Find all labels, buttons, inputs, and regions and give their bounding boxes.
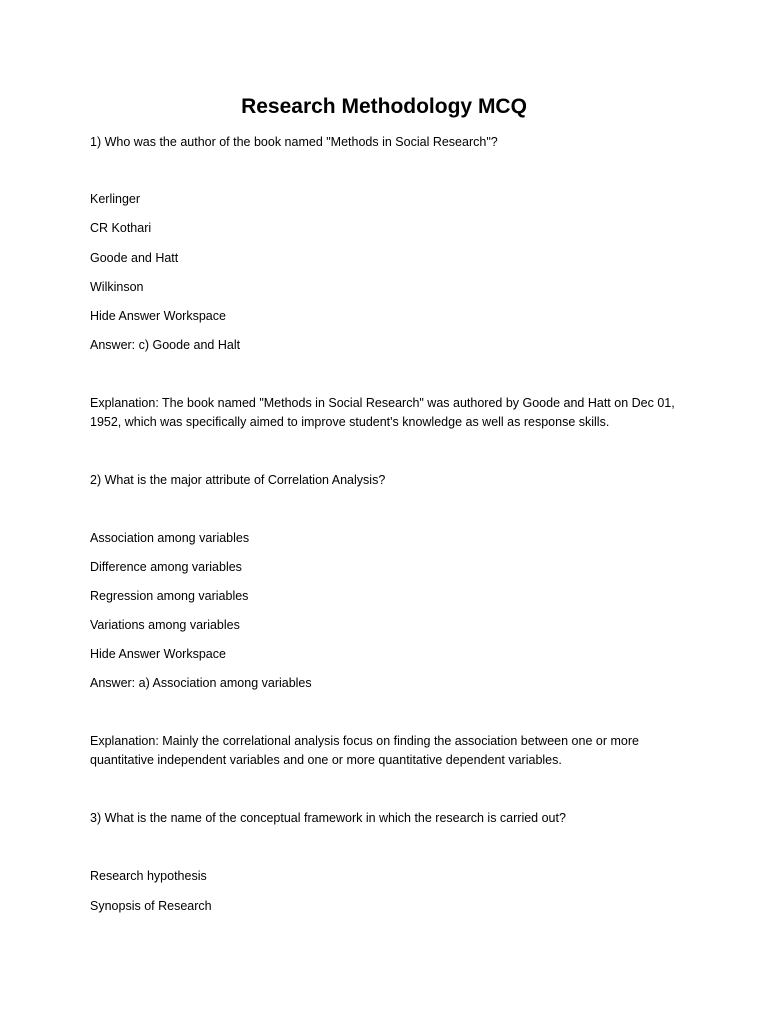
question-2-text: 2) What is the major attribute of Correlation Analysis? — [90, 473, 386, 487]
question-1-workspace-label: Hide Answer Workspace — [90, 309, 226, 323]
question-1-option-b: CR Kothari — [90, 221, 152, 235]
question-2-explanation-line-2: quantitative independent variables and one or more quantitative dependent variables. — [90, 753, 562, 767]
question-2-answer: Answer: a) Association among variables — [90, 676, 312, 690]
question-1-explanation-line-1: Explanation: The book named "Methods in Social Research" was authored by Goode and Hatt on Dec 01, — [90, 396, 675, 410]
question-1-answer: Answer: c) Goode and Halt — [90, 338, 241, 352]
question-2-option-b: Difference among variables — [90, 560, 242, 574]
question-1-option-a: Kerlinger — [90, 192, 141, 206]
question-1-option-d: Wilkinson — [90, 280, 144, 294]
question-1-explanation-line-2: 1952, which was specifically aimed to improve student's knowledge as well as response skills. — [90, 415, 610, 429]
question-3-text: 3) What is the name of the conceptual framework in which the research is carried out? — [90, 811, 566, 825]
question-2-option-d: Variations among variables — [90, 618, 240, 632]
question-1-option-c: Goode and Hatt — [90, 251, 179, 265]
question-2-option-a: Association among variables — [90, 531, 250, 545]
question-3-option-b: Synopsis of Research — [90, 899, 212, 913]
question-2-option-c: Regression among variables — [90, 589, 249, 603]
page-title: Research Methodology MCQ — [241, 95, 527, 118]
question-2-workspace-label: Hide Answer Workspace — [90, 647, 226, 661]
question-3-option-a: Research hypothesis — [90, 869, 207, 883]
question-2-explanation-line-1: Explanation: Mainly the correlational analysis focus on finding the association between one or more — [90, 734, 639, 748]
question-1-text: 1) Who was the author of the book named "Methods in Social Research"? — [90, 135, 498, 149]
